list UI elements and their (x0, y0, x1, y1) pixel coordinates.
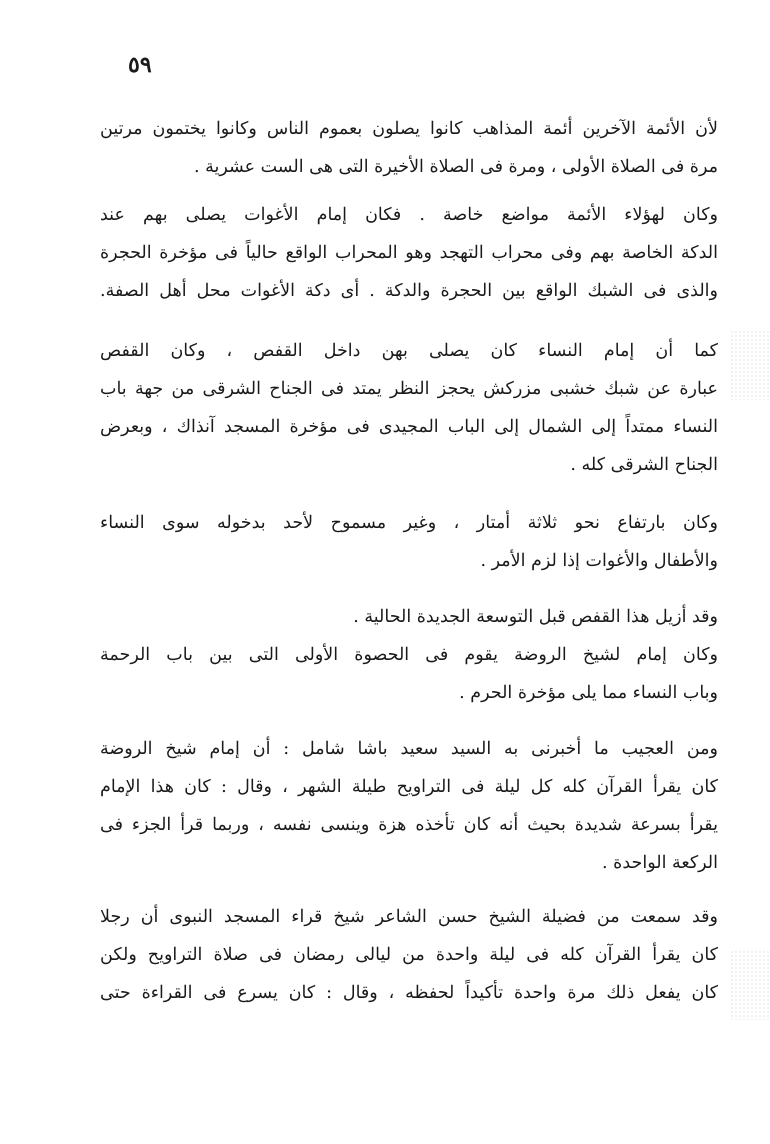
text-line: والذى فى الشبك الواقع بين الحجرة والدكة . أى دكة الأغوات محل أهل الصفة. (100, 281, 718, 301)
text-line: مرة فى الصلاة الأولى ، ومرة فى الصلاة الأخيرة التى هى الست عشرية . (193, 157, 718, 177)
text-line: وقد أزيل هذا القفص قبل التوسعة الجديدة الحالية . (353, 607, 718, 627)
scan-speckle-bottom (730, 950, 770, 1020)
text-line: الجناح الشرقى كله . (570, 455, 718, 475)
text-line: وقد سمعت من فضيلة الشيخ حسن الشاعر شيخ قراء المسجد النبوى أن رجلا (100, 907, 718, 927)
text-line: ومن العجيب ما أخبرنى به السيد سعيد باشا شامل : أن إمام شيخ الروضة (100, 739, 718, 759)
paragraph-5 (100, 598, 718, 712)
text-line: وكان بارتفاع نحو ثلاثة أمتار ، وغير مسموح لأحد بدخوله سوى النساء (100, 513, 718, 533)
text-line: لأن الأئمة الآخرين أئمة المذاهب كانوا يصلون بعموم الناس وكانوا يختمون مرتين (100, 119, 718, 139)
paragraph-7 (100, 898, 718, 1012)
paragraph-2 (100, 196, 718, 310)
text-line: يقرأ بسرعة شديدة بحيث أنه كان تأخذه هزة وينسى نفسه ، وربما قرأ الجزء فى (100, 815, 718, 835)
text-line: وكان إمام لشيخ الروضة يقوم فى الحصوة الأولى التى بين باب الرحمة (100, 645, 718, 665)
paragraph-4 (100, 504, 718, 580)
text-line: كان يقرأ القرآن كله كل ليلة فى التراويح طيلة الشهر ، وقال : كان هذا الإمام (100, 777, 718, 797)
text-line: كان يفعل ذلك مرة واحدة تأكيداً لحفظه ، وقال : كان يسرع فى القراءة حتى (100, 983, 718, 1003)
text-line: عبارة عن شبك خشبى مزركش يحجز النظر يمتد فى الجناح الشرقى من جهة باب (100, 379, 718, 399)
paragraph-1 (100, 110, 718, 186)
text-line: وكان لهؤلاء الأئمة مواضع خاصة . فكان إمام الأغوات يصلى بهم عند (100, 205, 718, 225)
paragraph-6 (100, 730, 718, 882)
text-line: وباب النساء مما يلى مؤخرة الحرم . (459, 683, 718, 703)
text-line: كان يقرأ القرآن كله فى ليلة واحدة من ليالى رمضان فى صلاة التراويح ولكن (100, 945, 718, 965)
page-number: ٥٩ (128, 52, 152, 78)
text-line: الدكة الخاصة بهم وفى محراب التهجد وهو المحراب الواقع حالياً فى مؤخرة الحجرة (100, 243, 718, 263)
text-line: النساء ممتداً إلى الشمال إلى الباب المجيدى فى مؤخرة المسجد آنذاك ، وبعرض (100, 417, 718, 437)
text-line: والأطفال والأغوات إذا لزم الأمر . (480, 551, 718, 571)
text-line: الركعة الواحدة . (602, 853, 718, 873)
text-line: كما أن إمام النساء كان يصلى بهن داخل القفص ، وكان القفص (100, 341, 718, 361)
paragraph-3 (100, 332, 718, 484)
scan-speckle-top (730, 330, 770, 400)
